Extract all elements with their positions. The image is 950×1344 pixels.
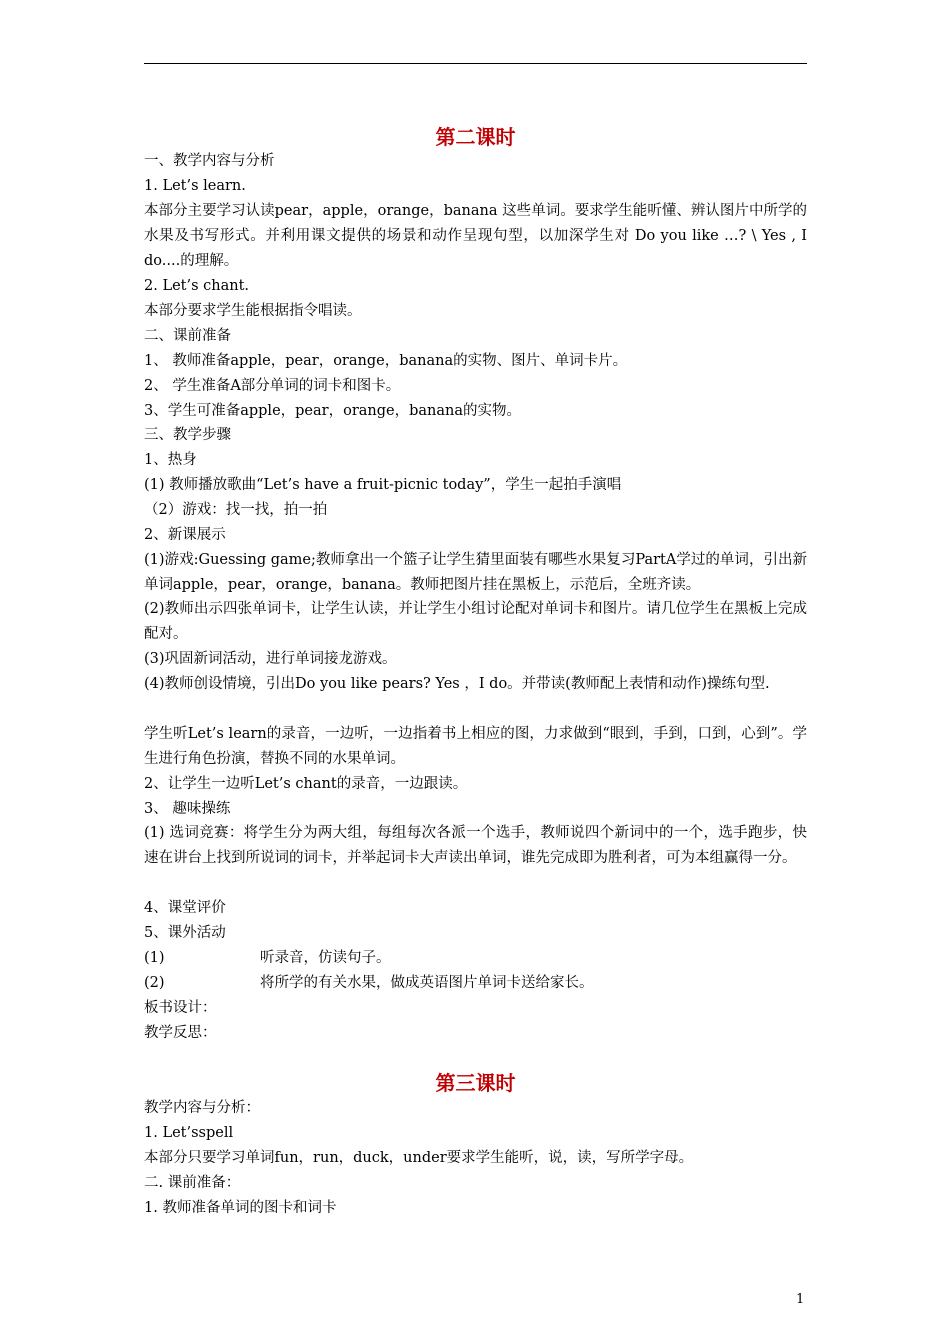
label: 教学反思： <box>144 1025 217 1041</box>
subsection-heading: 3、 趣味操练 <box>144 801 231 817</box>
section-heading: 教学内容与分析： <box>144 1100 260 1116</box>
list-item: 3、学生可准备apple，pear，orange，banana的实物。 <box>144 403 521 419</box>
list-item: 2、让学生一边听Let’s chant的录音，一边跟读。 <box>144 776 468 792</box>
list-item: (3)巩固新词活动，进行单词接龙游戏。 <box>144 651 397 667</box>
paragraph: (1)游戏:Guessing game;教师拿出一个篮子让学生猜里面装有哪些水果复习PartA学过的单词，引出新单词apple，pear，orange，banana。教师把图片挂在黑板上，示范后，全班齐读。 <box>144 552 807 593</box>
subsection-heading: 1. Let’sspell <box>144 1125 234 1141</box>
section-heading: 三、教学步骤 <box>144 427 231 443</box>
paragraph: 本部分主要学习认读pear，apple，orange，banana 这些单词。要求学生能听懂、辨认图片中所学的水果及书写形式。并利用课文提供的场景和动作呈现句型，以加深学生对 Do you like …? \ Yes , I do....的理解。 <box>144 203 807 269</box>
paragraph: (1) 选词竞赛：将学生分为两大组，每组每次各派一个选手，教师说四个新词中的一个，选手跑步，快速在讲台上找到所说词的词卡，并举起词卡大声读出单词，谁先完成即为胜利者，可为本组赢得一分。 <box>144 825 807 866</box>
paragraph: 学生听Let’s learn的录音，一边听，一边指着书上相应的图，力求做到“眼到，手到，口到，心到”。学生进行角色扮演，替换不同的水果单词。 <box>144 726 807 767</box>
subsection-heading: 2. Let’s chant. <box>144 278 250 294</box>
list-item-number: (2) <box>144 975 165 991</box>
list-item: 2、 学生准备A部分单词的词卡和图卡。 <box>144 378 401 394</box>
paragraph: (4)教师创设情境，引出Do you like pears? Yes ，I do。并带读(教师配上表情和动作)操练句型. <box>144 676 770 692</box>
subsection-heading: 5、课外活动 <box>144 925 226 941</box>
list-item: 1. 教师准备单词的图卡和词卡 <box>144 1200 337 1216</box>
paragraph: 本部分只要学习单词fun，run，duck，under要求学生能听，说，读，写所学字母。 <box>144 1150 694 1166</box>
label: 板书设计： <box>144 1000 217 1016</box>
list-item: 1、 教师准备apple，pear，orange，banana的实物、图片、单词卡片。 <box>144 353 628 369</box>
subsection-heading: 1. Let’s learn. <box>144 178 246 194</box>
section-heading: 二、课前准备 <box>144 328 231 344</box>
list-item-number: (1) <box>144 950 165 966</box>
lesson3-title: 第三课时 <box>435 1071 516 1095</box>
list-item: 将所学的有关水果，做成英语图片单词卡送给家长。 <box>260 975 594 991</box>
subsection-heading: 1、热身 <box>144 452 197 468</box>
page-number: 1 <box>796 1292 805 1307</box>
section-heading: 二. 课前准备： <box>144 1175 241 1191</box>
lesson2-title: 第二课时 <box>435 125 516 149</box>
paragraph: (2)教师出示四张单词卡，让学生认读，并让学生小组讨论配对单词卡和图片。请几位学生在黑板上完成配对。 <box>144 601 807 642</box>
section-heading: 一、教学内容与分析 <box>144 153 275 169</box>
list-item: （2）游戏：找一找，拍一拍 <box>144 502 328 518</box>
paragraph: 本部分要求学生能根据指令唱读。 <box>144 303 362 319</box>
list-item: 听录音，仿读句子。 <box>260 950 391 966</box>
header-rule <box>144 63 807 64</box>
subsection-heading: 2、新课展示 <box>144 527 226 543</box>
subsection-heading: 4、课堂评价 <box>144 900 226 916</box>
list-item: (1) 教师播放歌曲“Let’s have a fruit-picnic today”，学生一起拍手演唱 <box>144 477 622 493</box>
